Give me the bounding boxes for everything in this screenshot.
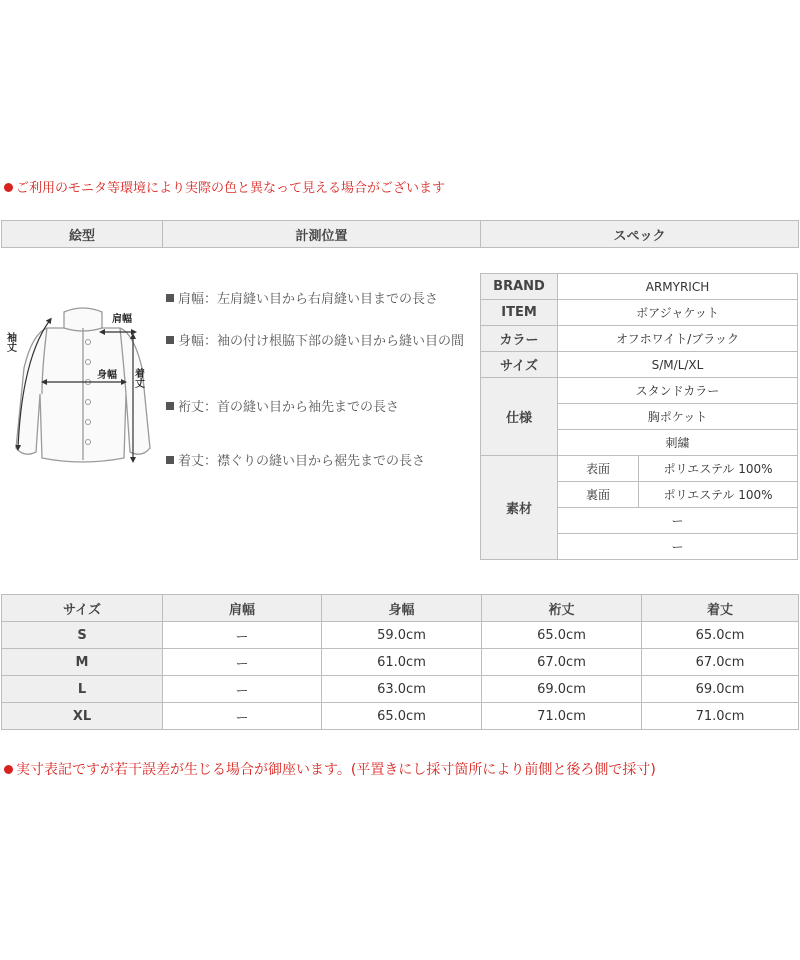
jacket-illustration	[2, 298, 162, 468]
position-sleeve: 裄丈：首の縫い目から袖先までの長さ	[166, 396, 466, 419]
bullet-icon	[4, 183, 13, 192]
spec-row-color: カラー オフホワイト/ブラック	[481, 326, 798, 352]
header-measure-position: 計測位置	[163, 221, 481, 248]
length-label: 着丈	[132, 368, 144, 388]
spec-row-material: 素材 表面 ポリエステル 100%	[481, 456, 798, 482]
table-row: XL ー 65.0cm 71.0cm 71.0cm	[2, 703, 799, 730]
shoulder-label: 肩幅	[112, 314, 132, 325]
size-table-header: サイズ 肩幅 身幅 裄丈 着丈	[2, 595, 799, 622]
spec-row-feature: 仕様 スタンドカラー	[481, 378, 798, 404]
size-table	[1, 594, 799, 730]
table-row: L ー 63.0cm 69.0cm 69.0cm	[2, 676, 799, 703]
square-bullet-icon	[166, 336, 174, 344]
position-length: 着丈：襟ぐりの縫い目から裾先までの長さ	[166, 450, 466, 473]
bullet-icon	[4, 765, 13, 774]
spec-row-material: ー	[481, 508, 798, 534]
spec-row-material: ー	[481, 534, 798, 560]
table-row: S ー 59.0cm 65.0cm 65.0cm	[2, 622, 799, 649]
spec-row-feature: 刺繍	[481, 430, 798, 456]
measurement-notice: 実寸表記ですが若干誤差が生じる場合が御座います。(平置きにし採寸箇所により前側と後ろ側で採寸)	[4, 759, 656, 779]
header-illustration: 絵型	[2, 221, 163, 248]
spec-row-size: サイズ S/M/L/XL	[481, 352, 798, 378]
color-notice: ご利用のモニタ等環境により実際の色と異なって見える場合がございます	[4, 177, 445, 196]
body-label: 身幅	[97, 370, 117, 381]
sleeve-label: 袖丈	[4, 332, 16, 352]
jacket-outline	[16, 308, 150, 462]
position-body: 身幅：袖の付け根脇下部の縫い目から縫い目の間	[166, 330, 471, 353]
section-header-table	[1, 220, 799, 248]
spec-row-item: ITEM ボアジャケット	[481, 300, 798, 326]
spec-row-brand: BRAND ARMYRICH	[481, 274, 798, 300]
square-bullet-icon	[166, 294, 174, 302]
table-row: M ー 61.0cm 67.0cm 67.0cm	[2, 649, 799, 676]
spec-table	[480, 273, 798, 560]
spec-row-material: 裏面 ポリエステル 100%	[481, 482, 798, 508]
square-bullet-icon	[166, 456, 174, 464]
header-spec: スペック	[481, 221, 799, 248]
position-shoulder: 肩幅：左肩縫い目から右肩縫い目までの長さ	[166, 288, 466, 311]
spec-row-feature: 胸ポケット	[481, 404, 798, 430]
square-bullet-icon	[166, 402, 174, 410]
